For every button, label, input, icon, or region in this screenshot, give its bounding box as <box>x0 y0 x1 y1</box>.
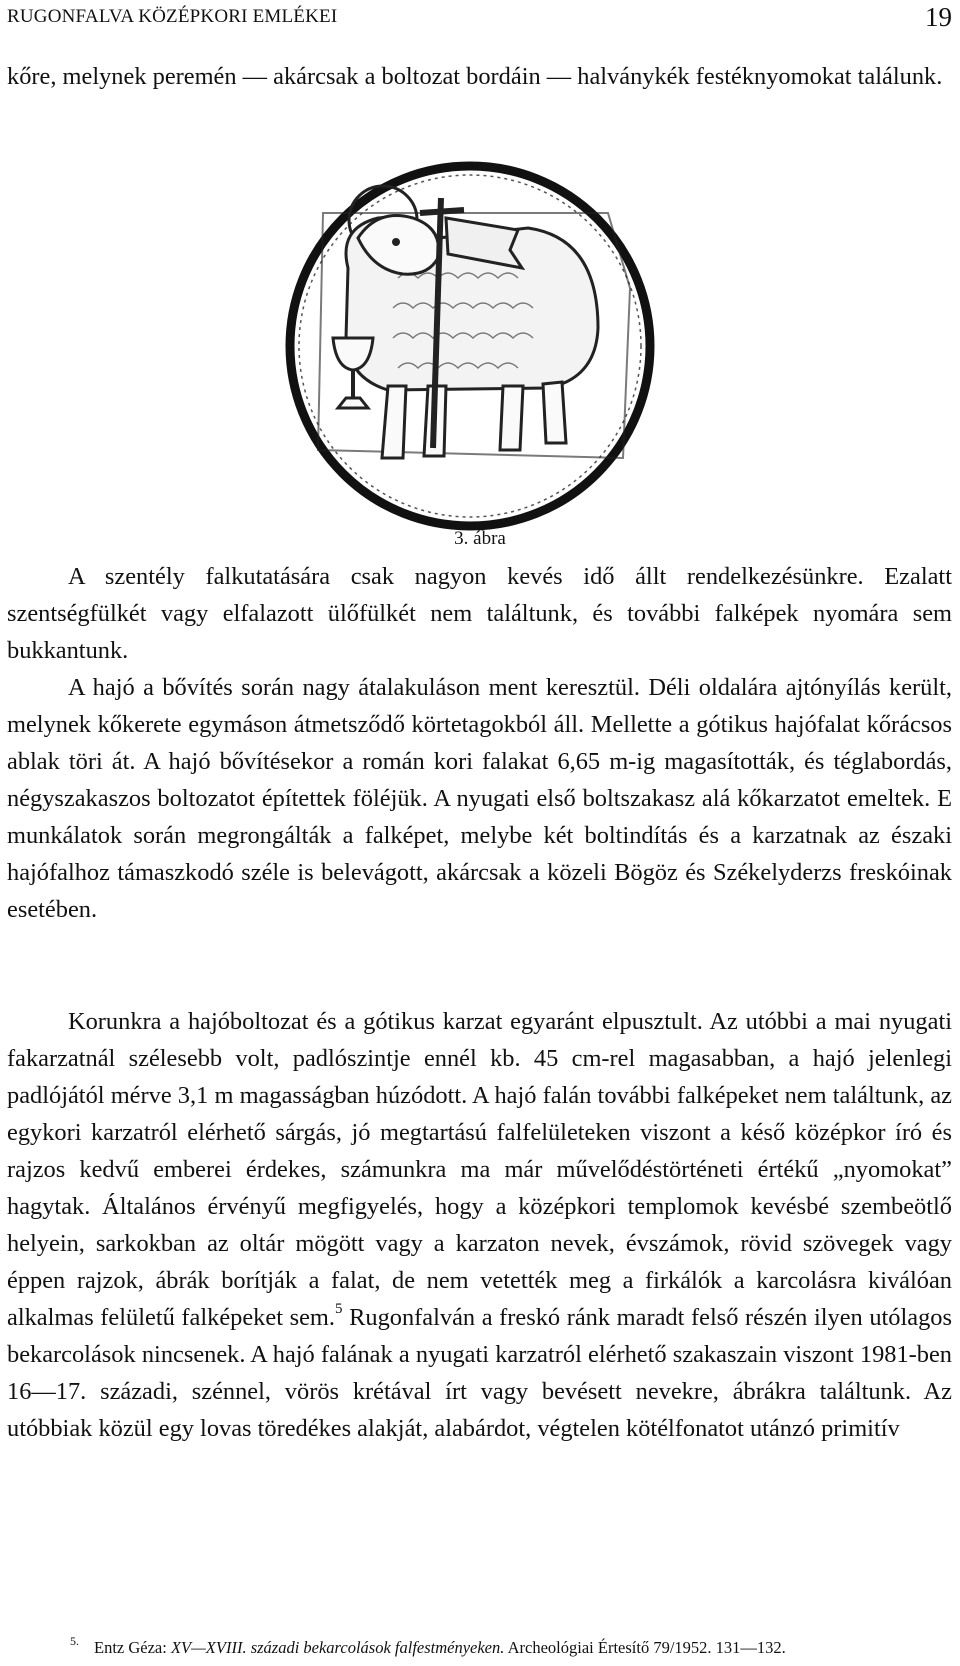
paragraph-gallery-text-continued: Rugonfalván a freskó ránk maradt felső részén ilyen utólagos bekarcolások nincsenek. A hajó falának a nyugati karzatról elérhető szakaszain viszont 1981-ben 16—17. századi, szénnel, vörös krétával írt vagy bevésett nevekre, ábrákra találtunk. Az utóbbiak közül egy lovas töredékes alakját, alabárdot, végtelen kötélfonatot utánzó primitív <box>7 1304 952 1442</box>
running-header <box>7 2 952 36</box>
footnote-source: Archeológiai Értesítő 79/1952. 131—132. <box>507 1638 786 1657</box>
page-number: 19 <box>925 2 952 32</box>
agnus-dei-icon <box>278 158 660 538</box>
footnote-mark: 5. <box>70 1634 79 1648</box>
footnote-reference: 5 <box>334 1301 343 1317</box>
paragraph-gallery-text: Korunkra a hajóboltozat és a gótikus karzat egyaránt elpusztult. Az utóbbi a mai nyugati fakarzatnál szélesebb volt, padlószintje ennél kb. 45 cm-rel magasabban, a hajó jelenlegi padlójától mérve 3,1 m magasságban húzódott. A hajó falán további falképeket nem találtunk, az egykori karzatról elérhető sárgás, jó megtartású falfelületeken viszont a késő középkor író és rajzos kedvű emberei érdekes, számunkra ma már művelődéstörténeti értékű „nyomokat” hagytak. Általános érvényű megfigyelés, hogy a középkori templomok kevésbé szembeötlő helyein, sarkokban az oltár mögött vagy a karzaton nevek, évszámok, rövid szövegek vagy éppen rajzok, ábrák borítják a falat, de nem vetették meg a firkálók a karcolásra kiválóan alkalmas felületű falképeket sem. <box>7 1008 952 1331</box>
footnote-author: Entz Géza: <box>94 1638 167 1657</box>
paragraph-nave: A hajó a bővítés során nagy átalakuláson ment keresztül. Déli oldalára ajtónyílás került, melynek kőkerete egymáson átmetsződő körtetagokból áll. Mellette a gótikus hajófalat kőrácsos ablak töri át. A hajó bővítésekor a román kori falakat 6,65 m-ig magasították, és téglabordás, négyszakaszos boltozatot építettek föléjük. A nyugati első boltszakasz alá kőkarzatot emeltek. E munkálatok során megrongálták a falképet, melybe két boltindítás és a karzatnak az északi hajófalhoz támaszkodó széle is belevágott, akárcsak a közeli Bögöz és Székelyderzs freskóinak esetében. <box>7 674 952 923</box>
figure-agnus-dei-drawing <box>278 158 660 538</box>
footnote-text <box>94 1638 786 1658</box>
footnote-title: XV—XVIII. századi bekarcolások falfestményeken. <box>170 1638 505 1657</box>
running-title: RUGONFALVA KÖZÉPKORI EMLÉKEI <box>7 6 338 27</box>
figure-caption: 3. ábra <box>454 528 506 549</box>
paragraph-sanctuary: A szentély falkutatására csak nagyon kevés idő állt rendelkezésünkre. Ezalatt szentségfülkét vagy elfalazott ülőfülkét nem találtunk, és további falképek nyomára sem bukkantunk. <box>7 563 952 664</box>
paragraph-continuation: kőre, melynek peremén — akárcsak a boltozat bordáin — halványkék festéknyomokat találunk. <box>7 63 943 90</box>
paragraph-gallery <box>7 1003 952 1447</box>
